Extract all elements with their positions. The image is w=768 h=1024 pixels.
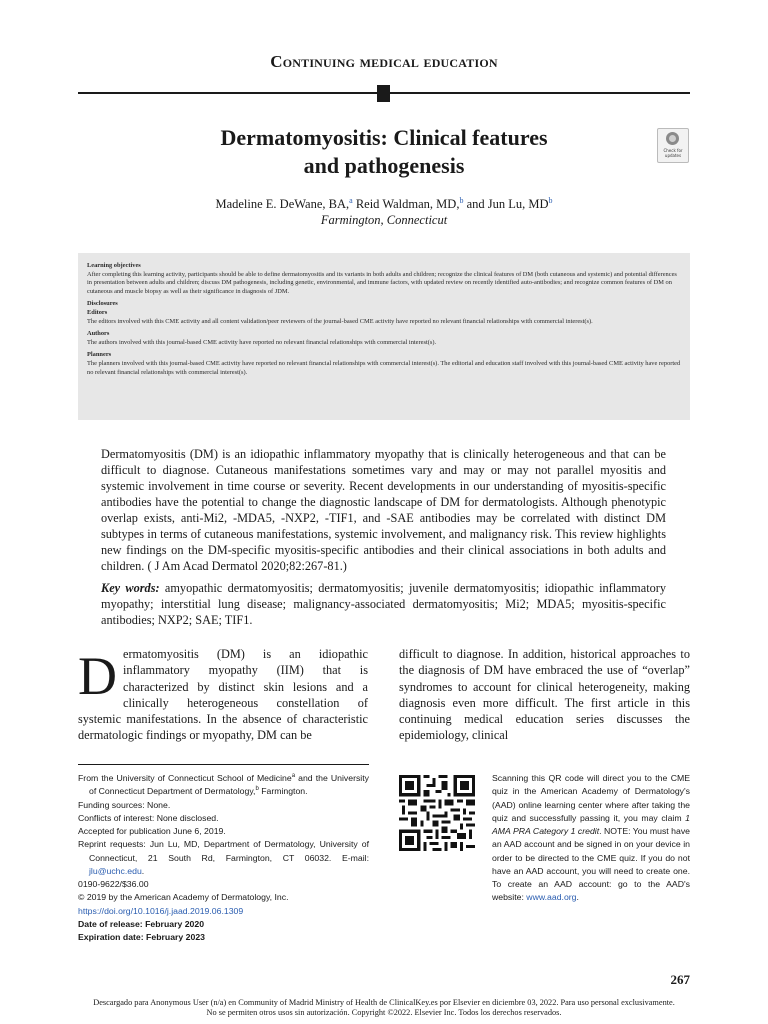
reprint-text: Reprint requests: Jun Lu, MD, Department of Dermatology, University of Connecticut, 21 South Rd, Farmington, CT 06032. E-mail: [78,839,369,863]
download-note: Descargado para Anonymous User (n/a) en Community of Madrid Ministry of Health de ClinicalKey.es por Elsevier en diciembre 03, 2022. Para uso personal exclusivamente. No se permiten otros usos sin autorización. Copyright ©2022. Elsevier Inc. Todos los derechos reservados. [93,998,675,1017]
author-affil-sup[interactable]: b [459,195,464,205]
reprint-end: . [141,865,145,876]
keywords-label: Key words: [101,581,160,595]
authors-text: The authors involved with this journal-based CME activity have reported no relevant financial relationships with commercial interest(s). [87,338,437,346]
affiliation-text: From the University of Connecticut School of Medicine [78,773,292,783]
qr-instructions [492,772,690,905]
reprint-note [78,838,369,878]
abstract: Dermatomyositis (DM) is an idiopathic inflammatory myopathy that is clinically heterogeneous and that can be difficult to diagnose. Cutaneous manifestations sometimes vary and may or may not parallel myositis and systemic involvement in time course or severity. Recent developments in our understanding of myositis-specific antibodies have the potential to change the diagnostic landscape of DM for dermatologists. Although phenotypic overlap exists, anti-Mi2, -MDA5, -NXP2, -TIF1, and -SAE antibodies may be correlated with distinct DM subtypes in terms of cutaneous manifestations, systemic involvement, and malignancy risk. This review highlights new findings on the DM-specific myositis-specific antibodies and their clinical associations in both adults and children. ( J Am Acad Dermatol 2020;82:267-81.) [101,447,666,573]
author-affil-sup[interactable]: a [349,195,353,205]
expiration-date: Expiration date: February 2023 [78,932,205,942]
release-date: Date of release: February 2020 [78,918,205,929]
affiliation-text: Farmington. [258,786,308,797]
body-column-left [78,646,368,744]
qr-text: . NOTE: You must have an AAD account and be signed in on your device in order to be directed to the CME quiz. If you do not have an AAD account, you will need to create one. To create an AAD account: go to the AAD's website: [492,826,690,903]
qr-text: Scanning this QR code will direct you to the CME quiz in the American Academy of Dermatology's (AAD) online learning center where after taking the quiz and successfully passing it, you may claim [492,773,690,823]
author-location: Farmington, Connecticut [320,213,448,227]
keywords [101,580,666,628]
email-link[interactable]: jlu@uchc.edu [89,865,142,876]
check-for-updates-badge[interactable] [657,128,689,163]
cme-info-box [78,253,690,420]
qr-credit: 1 AMA PRA Category 1 credit [492,812,690,836]
affiliation-sup-b: b [255,786,259,793]
qr-code[interactable] [399,775,475,851]
editors-heading: Editors [87,308,108,316]
footnotes [78,772,369,944]
affiliation-text: and the University of Connecticut Department of Dermatology, [89,773,369,797]
objectives-heading: Learning objectives [87,262,141,269]
title-line-2: and pathogenesis [303,153,465,178]
author-lu: and Jun Lu, MD [463,197,549,211]
section-header: Continuing medical education [270,52,498,71]
aad-link[interactable]: www.aad.org [526,892,577,903]
article-title [120,124,648,180]
objectives-text: After completing this learning activity, participants should be able to define dermatomyositis and its variants in both adults and children; recognize the clinical features of DM (both cutaneous and systemic) and potential differences in presentation between adults and children; discuss DM pathogenesis, including genetic, environmental, and immune factors, with updated review on recently identified auto-antibodies; and recognize common features of DM on cutaneous and muscle biopsy as well as their significance in diagnosis of JDM. [87,270,677,295]
body-column-right: difficult to diagnose. In addition, historical approaches to the diagnosis of DM have embraced the use of “overlap” syndromes to account for clinical heterogeneity, making diagnosis even more difficult. The first article in this continuing medical education series discusses the epidemiology, clinical [399,647,690,743]
planners-text: The planners involved with this journal-based CME activity have reported no relevant financial relationships with commercial interest(s). The editorial and education staff involved with this journal-based CME activity have reported no relevant financial relationships with commercial interest(s). [87,359,681,376]
check-for-updates-label: Check for updates [663,148,683,158]
author-affil-sup[interactable]: b [548,195,553,205]
affiliation-sup-a: a [291,773,296,780]
doi-link[interactable]: https://doi.org/10.1016/j.jaad.2019.06.1309 [78,905,244,916]
authors-heading: Authors [87,330,110,338]
planners-heading: Planners [87,351,112,359]
title-line-1: Dermatomyositis: Clinical features [220,125,548,150]
editors-text: The editors involved with this CME activity and all content validation/peer reviewers of the journal-based CME activity have reported no relevant financial relationships with commercial interest(s). [87,317,593,325]
drop-cap: D [78,646,117,706]
body-text-left: ermatomyositis (DM) is an idiopathic inflammatory myopathy (IIM) that is characterized by distinct skin lesions and a clinically heterogeneous constellation of systemic manifestations. In the absence of characteristic dermatologic findings or myopathy, DM can be [78,647,368,743]
page-number: 267 [670,972,690,987]
keywords-text: amyopathic dermatomyositis; dermatomyositis; juvenile dermatomyositis; idiopathic inflammatory myopathy; interstitial lung disease; malignancy-associated dermatomyositis; Mi2; MDA5; myositis-specific antibodies; NXP2; SAE; TIF1. [101,581,666,627]
author-waldman: Reid Waldman, MD, [352,197,460,211]
footnote-divider [78,764,369,765]
accepted-note: Accepted for publication June 6, 2019. [78,826,226,836]
disclosures-heading: Disclosures [87,300,118,308]
funding-note: Funding sources: None. [78,799,171,810]
header-rule-marker [377,85,390,102]
updates-icon [666,132,679,145]
copyright-note: © 2019 by the American Academy of Dermatology, Inc. [78,892,289,903]
affiliation-note [78,772,369,799]
conflicts-note: Conflicts of interest: None disclosed. [78,812,219,823]
qr-text-end: . [576,892,579,903]
author-dewane: Madeline E. DeWane, BA, [215,197,350,211]
author-list [100,196,668,212]
issn-note: 0190-9622/$36.00 [78,879,149,889]
